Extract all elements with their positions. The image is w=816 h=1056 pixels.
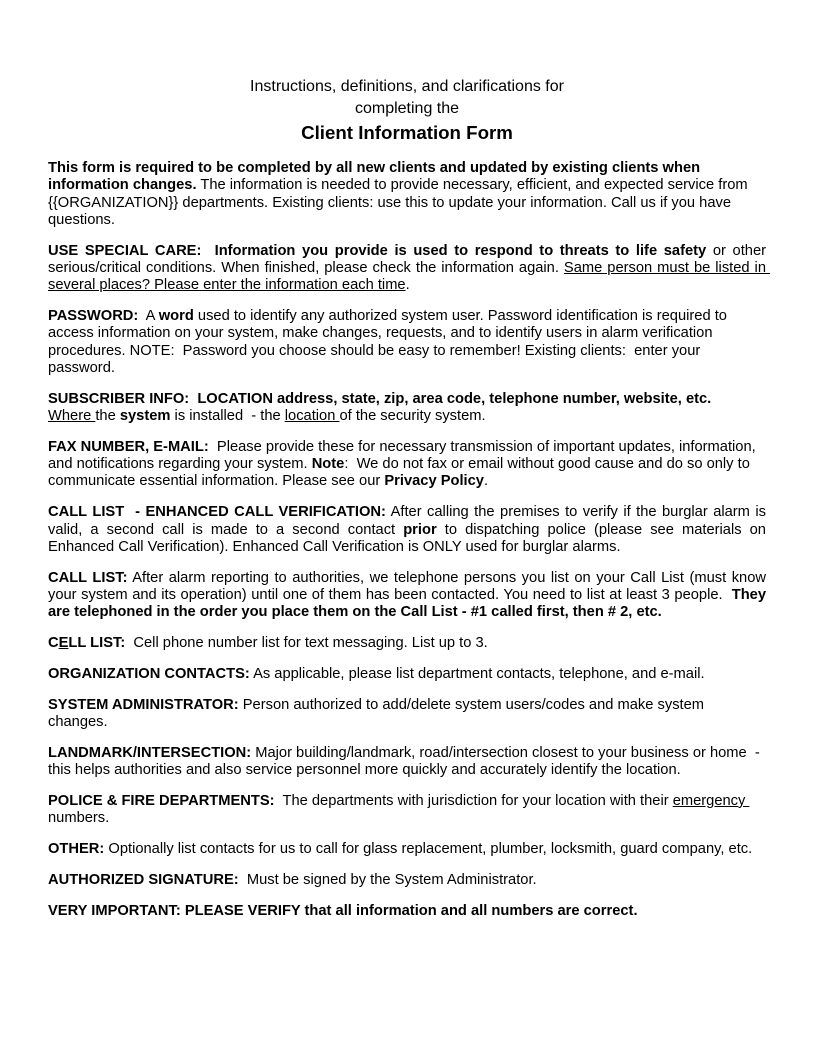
other-heading: OTHER: [48, 840, 105, 857]
paragraph-subscriber-info [48, 391, 766, 426]
intro-lead: This form is required to be completed by all new clients and updated by existing clients when information changes. [48, 160, 705, 194]
paragraph-enhanced-call-verification [48, 504, 771, 556]
text-run: : We do not fax or email without good cause and do so only to communicate essential information. Please see our [48, 456, 754, 490]
paragraph-organization-contacts [48, 666, 766, 683]
text-run: Please provide these for necessary transmission of important updates, information, and notifications regarding your system. [48, 438, 760, 473]
text-run: The departments with jurisdiction for your location with their [274, 792, 673, 809]
paragraph-use-special-care [48, 242, 771, 295]
paragraph-other [48, 841, 766, 858]
text-run-bold: prior [403, 521, 437, 538]
text-run: After calling the premises to verify if the burglar alarm is valid, a second call is made to a second contact [48, 504, 771, 538]
title-line-1: Instructions, definitions, and clarifications for [250, 78, 564, 95]
text-run: of the security system. [339, 408, 486, 425]
text-run: to dispatching police (please see materials on Enhanced Call Verification). Enhanced Call Verification is ONLY used for burglar alarms. [48, 521, 771, 555]
text-run-bold: word [158, 308, 194, 325]
text-run: Optionally list contacts for us to call for glass replacement, plumber, locksmith, guard company, etc. [104, 840, 753, 857]
title-line-2: completing the [354, 100, 460, 117]
paragraph-call-list [48, 569, 771, 622]
text-run: . [483, 473, 489, 490]
enhanced-call-verification-heading: CALL LIST - ENHANCED CALL VERIFICATION: [48, 504, 386, 521]
text-run: or other serious/critical conditions. When finished, please check the information again. [48, 242, 771, 276]
text-run: The information is needed to provide necessary, efficient, and expected service from {{ORGANIZATION}} departments. Existing clients: use this to update your information. Call us if you have questions. [48, 177, 752, 228]
text-run: the [95, 408, 120, 425]
paragraph-very-important [48, 903, 766, 920]
text-run-underlined: location [284, 408, 340, 425]
text-run: Major building/landmark, road/intersection closest to your business or home - this helps authorities and also service personnel more quickly and accurately identify the location. [48, 744, 764, 779]
cell-list-heading: LL LIST: [68, 635, 126, 652]
subscriber-info-heading: SUBSCRIBER INFO: LOCATION address, state, zip, area code, telephone number, website, etc. [48, 390, 712, 407]
text-run: . [405, 277, 410, 294]
text-run-bold: system [119, 408, 171, 425]
privacy-policy-reference: Privacy Policy [384, 473, 484, 490]
text-run: A [138, 308, 159, 325]
paragraph-cell-list [48, 635, 766, 652]
use-special-care-heading: USE SPECIAL CARE: Information you provide is used to respond to threats to life safety [48, 242, 707, 259]
text-run: Cell phone number list for text messaging. List up to 3. [125, 635, 488, 652]
paragraph-authorized-signature [48, 872, 766, 889]
text-run: is installed - the [170, 408, 285, 425]
system-administrator-heading: SYSTEM ADMINISTRATOR: [48, 696, 239, 713]
cell-list-heading: C [48, 635, 59, 652]
paragraph-password [48, 308, 766, 377]
paragraph-system-administrator [48, 697, 766, 732]
paragraph-fax-email [48, 439, 766, 491]
document-title [48, 76, 766, 145]
text-run-bold: They are telephoned in the order you place them on the Call List - #1 called first, then # 2, etc. [48, 586, 771, 621]
text-run-underlined: emergency [672, 792, 750, 809]
text-run: As applicable, please list department contacts, telephone, and e-mail. [249, 665, 705, 682]
authorized-signature-heading: AUTHORIZED SIGNATURE: [48, 871, 239, 888]
text-run: Person authorized to add/delete system users/codes and make system changes. [48, 696, 709, 730]
text-run-underlined: Where [48, 408, 96, 425]
text-run: numbers. [48, 810, 110, 827]
text-run: Must be signed by the System Administrator. [238, 871, 537, 888]
cell-list-heading-underlined-letter: E [58, 635, 69, 652]
organization-contacts-heading: ORGANIZATION CONTACTS: [48, 665, 250, 682]
paragraph-landmark-intersection [48, 745, 766, 780]
very-important-statement: VERY IMPORTANT: PLEASE VERIFY that all information and all numbers are correct. [48, 902, 638, 919]
text-run-underlined: Same person must be listed in several places? Please enter the information each time [48, 259, 771, 294]
call-list-heading: CALL LIST: [48, 569, 128, 586]
paragraph-intro [48, 160, 766, 229]
police-fire-departments-heading: POLICE & FIRE DEPARTMENTS: [48, 792, 275, 809]
password-heading: PASSWORD: [48, 308, 139, 325]
landmark-intersection-heading: LANDMARK/INTERSECTION: [48, 744, 252, 761]
title-line-3: Client Information Form [301, 122, 513, 143]
text-run: After alarm reporting to authorities, we telephone persons you list on your Call List (must know your system and its operation) until one of them has been contacted. You need to list at least 3 people. [48, 569, 771, 603]
text-run-bold: Note [311, 456, 345, 473]
fax-email-heading: FAX NUMBER, E-MAIL: [48, 438, 209, 455]
text-run: used to identify any authorized system user. Password identification is required to access information on your system, make changes, requests, and to identify users in alarm verification procedures. NOTE: Password you choose should be easy to remember! Existing clients: enter your password. [48, 308, 732, 376]
paragraph-police-fire-departments [48, 793, 766, 828]
